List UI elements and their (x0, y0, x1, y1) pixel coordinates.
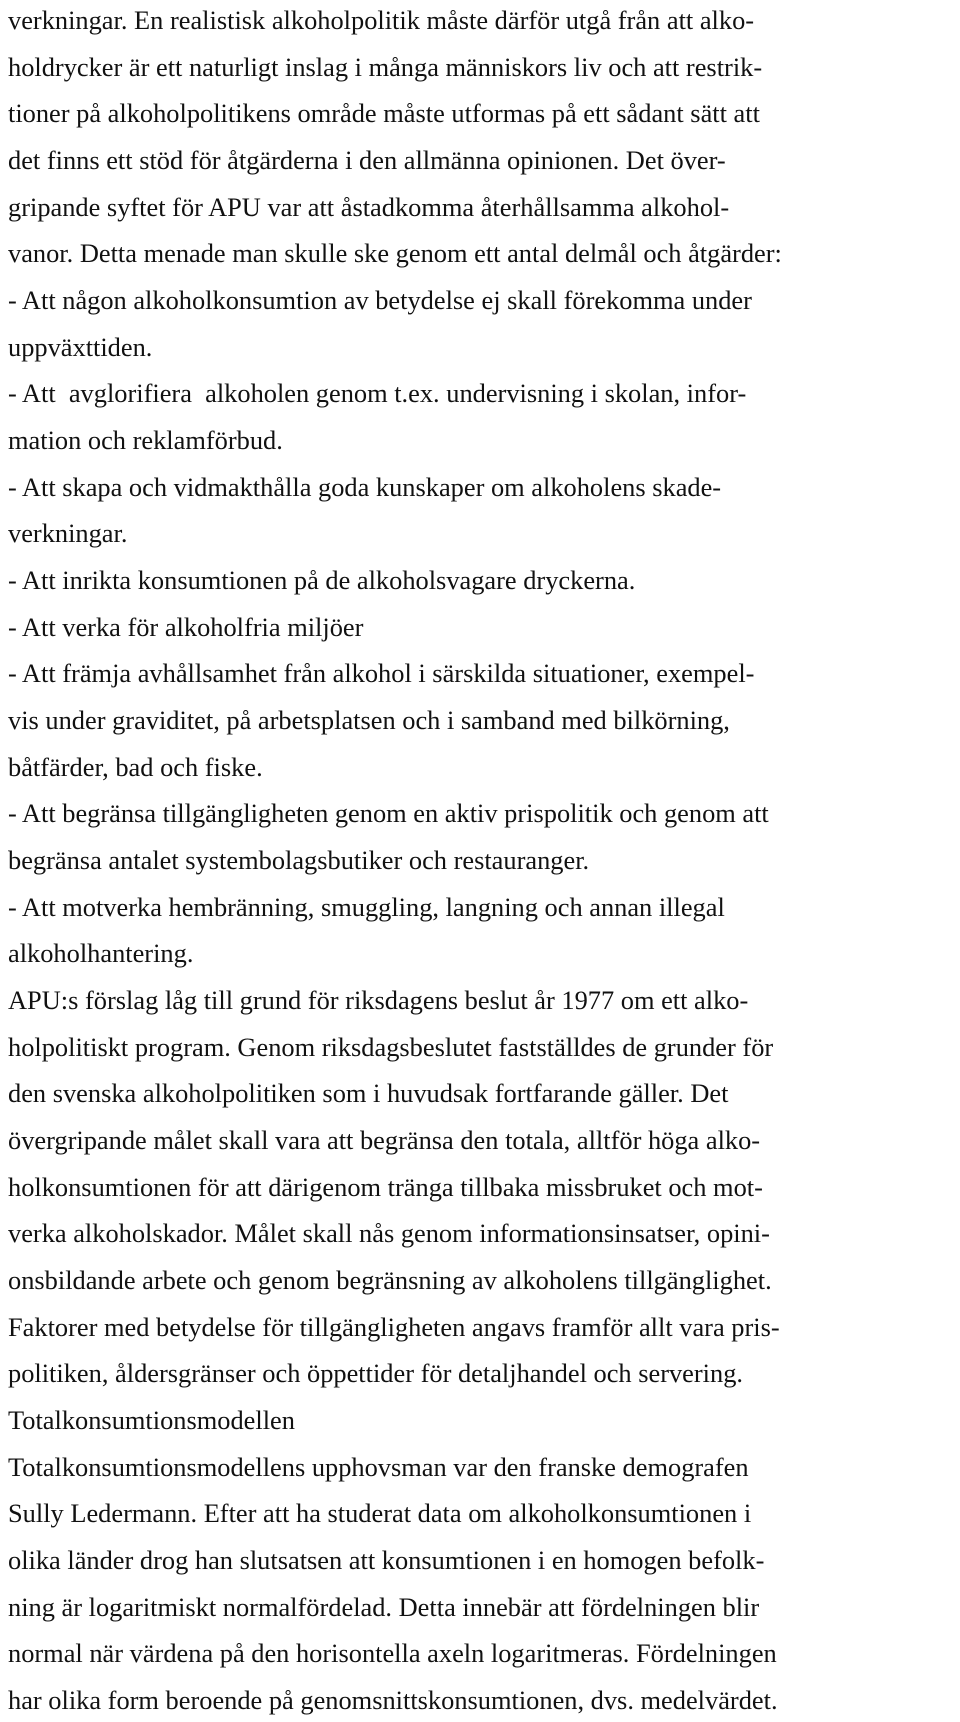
text-line: normal när värdena på den horisontella axeln logaritmeras. Fördelningen (8, 1638, 777, 1669)
text-line: - Att inrikta konsumtionen på de alkoholsvagare dryckerna. (8, 565, 636, 595)
text-line: Faktorer med betydelse för tillgängligheten angavs framför allt vara pris- (8, 1311, 780, 1342)
text-line: den svenska alkoholpolitiken som i huvudsak fortfarande gäller. Det (8, 1078, 729, 1109)
text-line: har olika form beroende på genomsnittskonsumtionen, dvs. medelvärdet. (8, 1685, 778, 1715)
text-line: mation och reklamförbud. (8, 425, 283, 455)
text-line: - Att verka för alkoholfria miljöer (8, 611, 364, 642)
text-line: vanor. Detta menade man skulle ske genom ett antal delmål och åtgärder: (8, 238, 782, 269)
text-line: onsbildande arbete och genom begränsning av alkoholens tillgänglighet. (8, 1265, 772, 1295)
text-line: alkoholhantering. (8, 938, 194, 969)
text-line: - Att skapa och vidmakthålla goda kunskaper om alkoholens skade- (8, 471, 722, 502)
text-line: olika länder drog han slutsatsen att konsumtionen i en homogen befolk- (8, 1545, 765, 1575)
text-line: Sully Ledermann. Efter att ha studerat data om alkoholkonsumtionen i (8, 1498, 752, 1529)
text-line: gripande syftet för APU var att åstadkomma återhållsamma alkohol- (8, 191, 730, 222)
text-line: - Att motverka hembränning, smuggling, langning och annan illegal (8, 891, 725, 922)
text-line: holkonsumtionen för att därigenom tränga tillbaka missbruket och mot- (8, 1171, 763, 1202)
text-line: båtfärder, bad och fiske. (8, 751, 263, 782)
text-line: APU:s förslag låg till grund för riksdagens beslut år 1977 om ett alko- (8, 985, 749, 1015)
text-line: - Att avglorifiera alkoholen genom t.ex. undervisning i skolan, infor- (8, 378, 747, 409)
text-line: övergripande målet skall vara att begränsa den totala, alltför höga alko- (8, 1125, 761, 1155)
text-line: begränsa antalet systembolagsbutiker och restauranger. (8, 845, 590, 875)
text-line: vis under graviditet, på arbetsplatsen och i samband med bilkörning, (8, 705, 730, 735)
text-line: uppväxttiden. (8, 331, 153, 362)
text-line: ning är logaritmiskt normalfördelad. Detta innebär att fördelningen blir (8, 1591, 760, 1622)
text-line: politiken, åldersgränser och öppettider för detaljhandel och servering. (8, 1358, 744, 1389)
text-line: Totalkonsumtionsmodellens upphovsman var den franske demografen (8, 1451, 749, 1482)
text-line: tioner på alkoholpolitikens område måste utformas på ett sådant sätt att (8, 98, 760, 129)
text-line: det finns ett stöd för åtgärderna i den allmänna opinionen. Det över- (8, 145, 726, 175)
text-line: - Att främja avhållsamhet från alkohol i särskilda situationer, exempel- (8, 658, 755, 689)
text-line: holpolitiskt program. Genom riksdagsbeslutet fastställdes de grunder för (8, 1031, 774, 1062)
text-line: - Att någon alkoholkonsumtion av betydelse ej skall förekomma under (8, 285, 752, 315)
text-line: holdrycker är ett naturligt inslag i många människors liv och att restrik- (8, 51, 763, 82)
text-line: verkningar. (8, 518, 128, 549)
section-heading: Totalkonsumtionsmodellen (8, 1405, 295, 1435)
text-line: verka alkoholskador. Målet skall nås genom informationsinsatser, opini- (8, 1218, 770, 1249)
text-line: verkningar. En realistisk alkoholpolitik måste därför utgå från att alko- (8, 5, 755, 35)
text-line: - Att begränsa tillgängligheten genom en aktiv prispolitik och genom att (8, 798, 769, 829)
